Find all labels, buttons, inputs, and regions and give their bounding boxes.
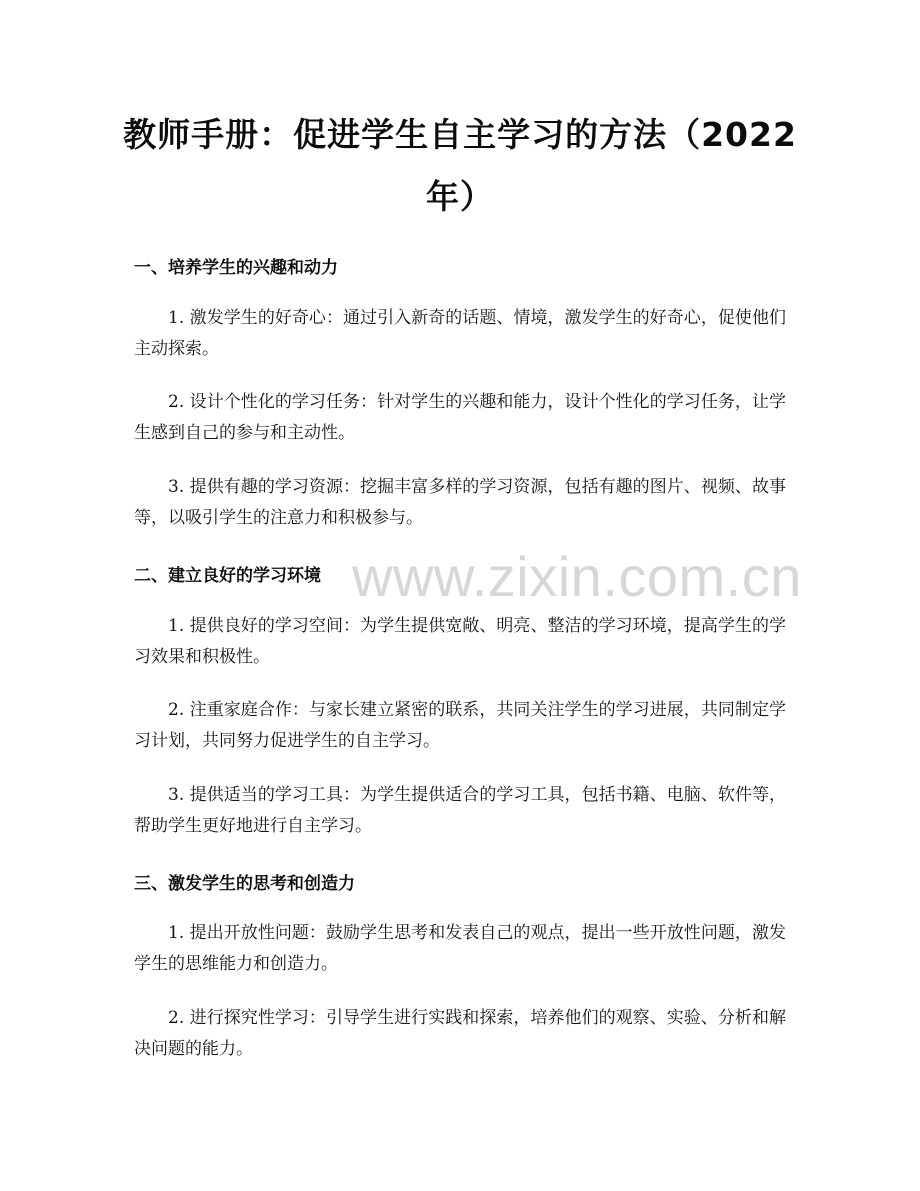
paragraph-1-1: 1. 激发学生的好奇心：通过引入新奇的话题、情境，激发学生的好奇心，促使他们主动探索。: [134, 308, 786, 359]
paragraph-2-3: 3. 提供适当的学习工具：为学生提供适合的学习工具，包括书籍、电脑、软件等，帮助学生更好地进行自主学习。: [134, 785, 786, 836]
paragraph-3-2: 2. 进行探究性学习：引导学生进行实践和探索，培养他们的观察、实验、分析和解决问题的能力。: [134, 1008, 786, 1059]
paragraph-3-1: 1. 提出开放性问题：鼓励学生思考和发表自己的观点，提出一些开放性问题，激发学生的思维能力和创造力。: [134, 923, 786, 974]
watermark-text: www.zixin.com.cn: [352, 545, 802, 608]
section-heading-3: 三、激发学生的思考和创造力: [134, 874, 355, 894]
page-title: 教师手册：促进学生自主学习的方法（2022年）: [123, 115, 797, 216]
section-heading-2: 二、建立良好的学习环境: [134, 566, 321, 586]
paragraph-1-3: 3. 提供有趣的学习资源：挖掘丰富多样的学习资源，包括有趣的图片、视频、故事等，以吸引学生的注意力和积极参与。: [134, 477, 786, 528]
section-heading-1: 一、培养学生的兴趣和动力: [134, 258, 338, 278]
paragraph-2-1: 1. 提供良好的学习空间：为学生提供宽敞、明亮、整洁的学习环境，提高学生的学习效果和积极性。: [134, 616, 786, 667]
paragraph-1-2: 2. 设计个性化的学习任务：针对学生的兴趣和能力，设计个性化的学习任务，让学生感到自己的参与和主动性。: [134, 392, 786, 443]
paragraph-2-2: 2. 注重家庭合作：与家长建立紧密的联系，共同关注学生的学习进展，共同制定学习计划，共同努力促进学生的自主学习。: [134, 700, 786, 751]
